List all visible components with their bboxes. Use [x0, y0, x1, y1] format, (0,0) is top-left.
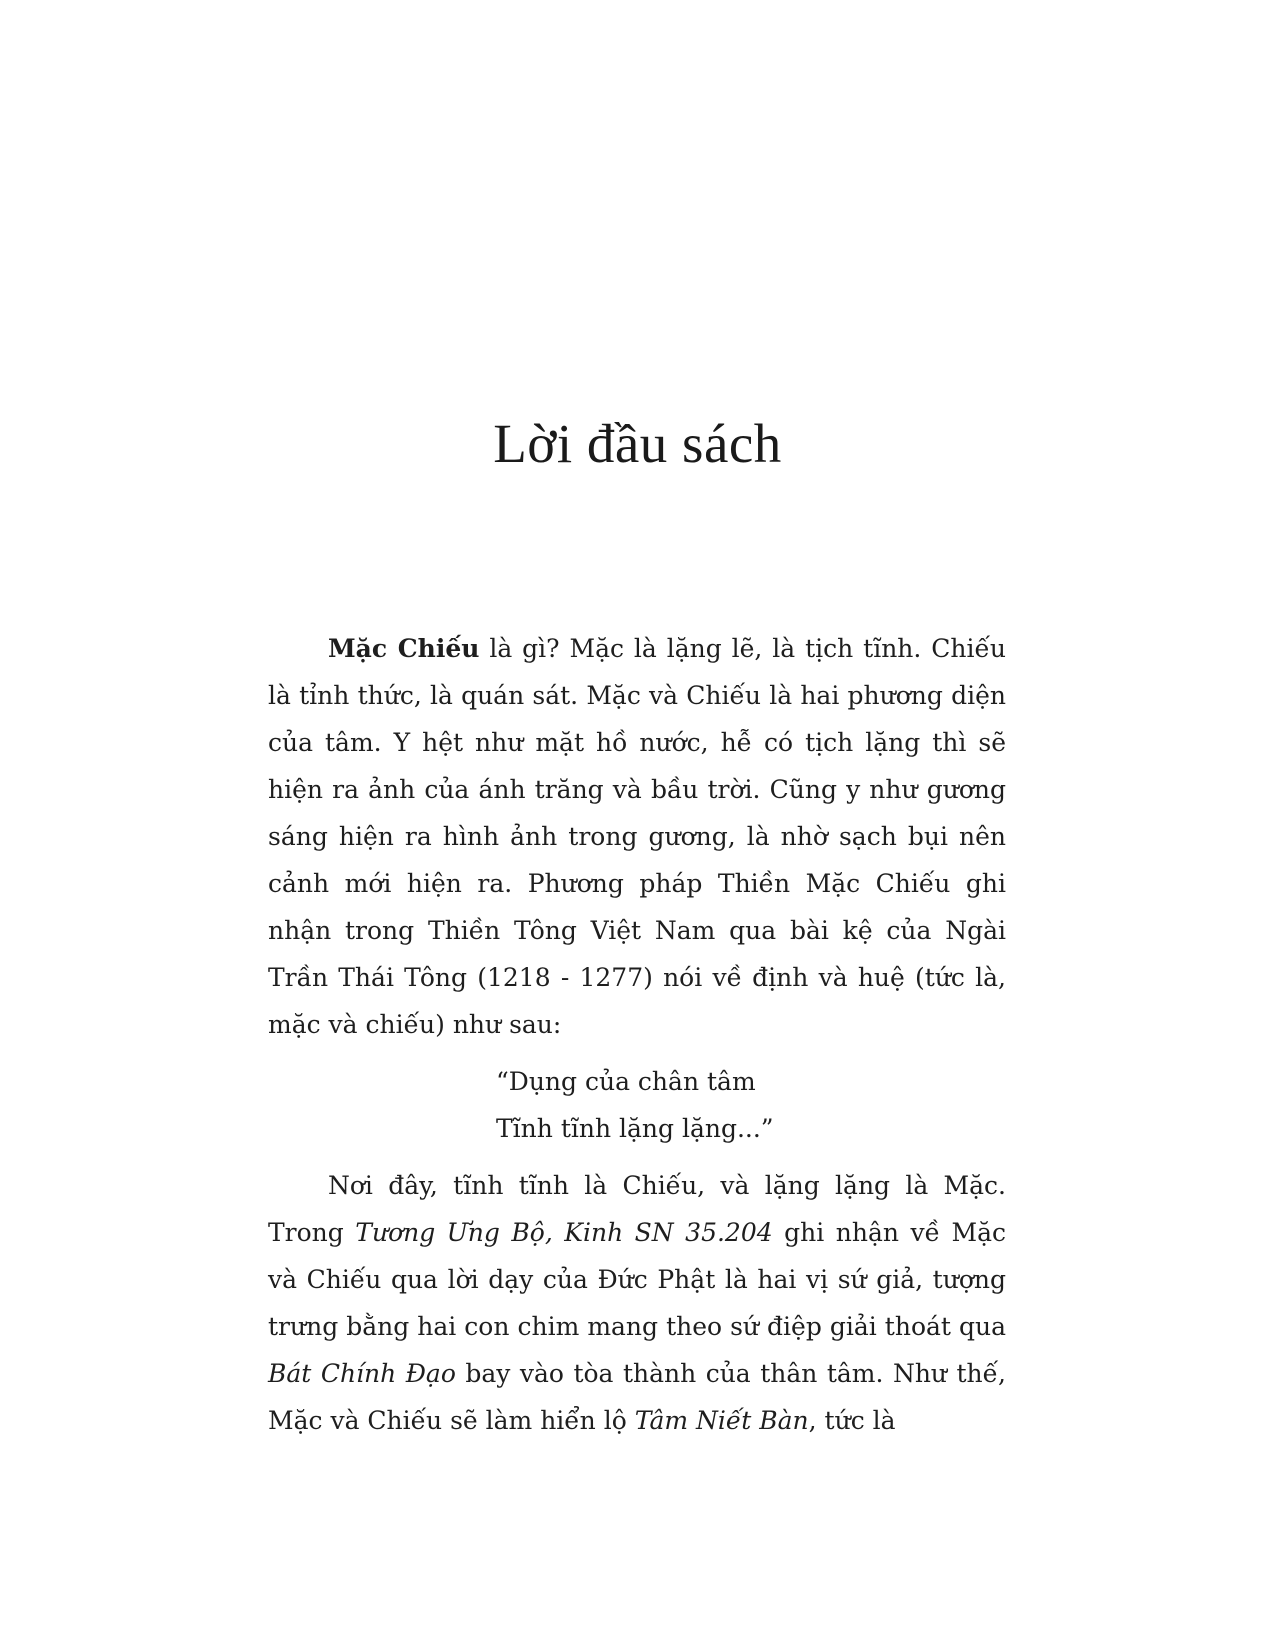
- paragraph-intro: [268, 625, 1006, 1048]
- verse-line-1: “Dụng của chân tâm: [496, 1067, 756, 1096]
- nirvana-mind-term: Tâm Niết Bàn: [634, 1406, 809, 1435]
- paragraph-explanation-part-3: bay vào tòa thành của thân tâm. Như thế, Mặc và Chiếu sẽ làm hiển lộ: [268, 1359, 1006, 1435]
- eightfold-path-term: Bát Chính Đạo: [268, 1359, 456, 1388]
- page-title: Lời đầu sách: [493, 413, 782, 474]
- paragraph-explanation-part-2: ghi nhận về Mặc và Chiếu qua lời dạy của Đức Phật là hai vị sứ giả, tượng trưng bằng hai con chim mang theo sứ điệp giải thoát qua: [268, 1218, 1006, 1341]
- sutra-reference: Tương Ưng Bộ, Kinh SN 35.204: [355, 1218, 773, 1247]
- term-mac-chieu: Mặc Chiếu: [328, 634, 480, 663]
- paragraph-explanation-part-4: , tức là: [808, 1406, 896, 1435]
- verse-quote: [496, 1058, 1006, 1152]
- paragraph-explanation: [268, 1162, 1006, 1444]
- body-text: [268, 625, 1006, 1444]
- paragraph-intro-text: là gì? Mặc là lặng lẽ, là tịch tĩnh. Chiếu là tỉnh thức, là quán sát. Mặc và Chiếu là hai phương diện của tâm. Y hệt như mặt hồ nước, hễ có tịch lặng thì sẽ hiện ra ảnh của ánh trăng và bầu trời. Cũng y như gương sáng hiện ra hình ảnh trong gương, là nhờ sạch bụi nên cảnh mới hiện ra. Phương pháp Thiền Mặc Chiếu ghi nhận trong Thiền Tông Việt Nam qua bài kệ của Ngài Trần Thái Tông (1218 - 1277) nói về định và huệ (tức là, mặc và chiếu) như sau:: [268, 634, 1006, 1039]
- verse-line-2: Tĩnh tĩnh lặng lặng...”: [496, 1114, 774, 1143]
- paragraph-explanation-part-1: Nơi đây, tĩnh tĩnh là Chiếu, và lặng lặng là Mặc. Trong: [268, 1171, 1006, 1247]
